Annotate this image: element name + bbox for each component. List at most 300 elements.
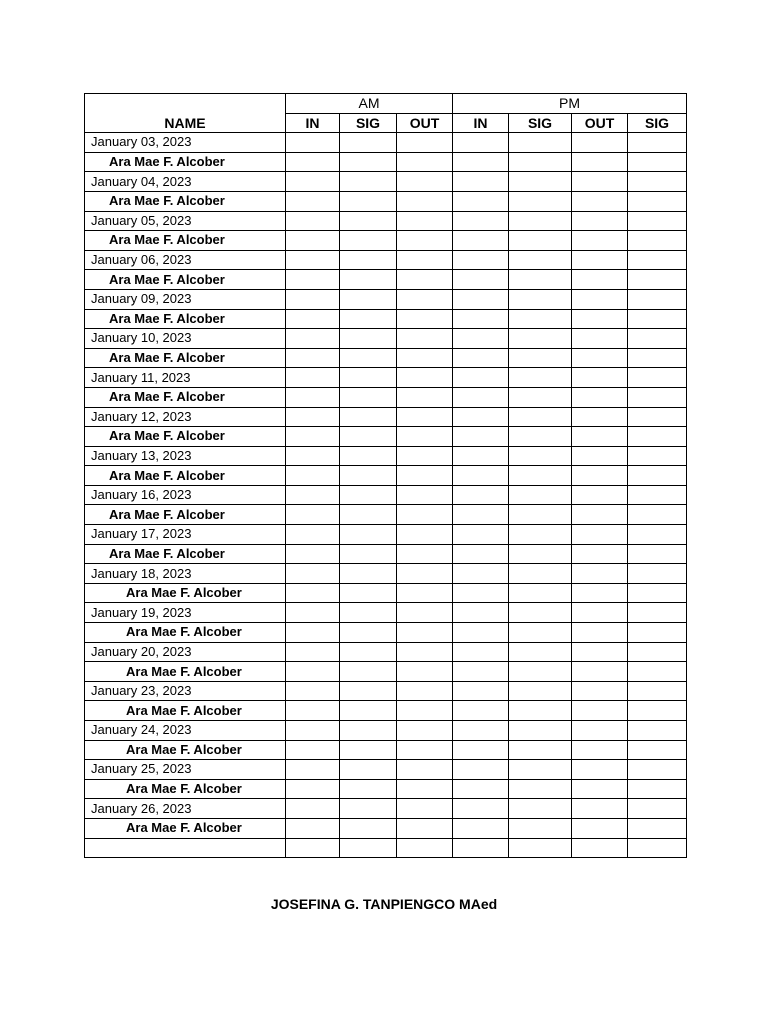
time-entry-cell[interactable] xyxy=(286,701,340,721)
time-entry-cell[interactable] xyxy=(572,818,628,838)
date-row xyxy=(85,407,687,427)
time-entry-cell[interactable] xyxy=(509,838,572,858)
time-entry-cell[interactable] xyxy=(286,642,340,662)
time-entry-cell[interactable] xyxy=(572,427,628,447)
date-label: January 09, 2023 xyxy=(85,289,286,309)
time-entry-cell[interactable] xyxy=(397,838,453,858)
time-entry-cell[interactable] xyxy=(340,446,397,466)
time-entry-cell[interactable] xyxy=(572,564,628,584)
employee-name: Ara Mae F. Alcober xyxy=(85,231,286,251)
time-entry-cell[interactable] xyxy=(509,564,572,584)
date-label: January 20, 2023 xyxy=(85,642,286,662)
time-entry-cell[interactable] xyxy=(572,838,628,858)
time-entry-cell[interactable] xyxy=(397,407,453,427)
time-entry-cell[interactable] xyxy=(453,368,509,388)
time-entry-cell[interactable] xyxy=(628,329,687,349)
employee-name: Ara Mae F. Alcober xyxy=(85,270,286,290)
time-entry-cell[interactable] xyxy=(572,172,628,192)
time-entry-cell[interactable] xyxy=(286,348,340,368)
date-row xyxy=(85,211,687,231)
time-entry-cell[interactable] xyxy=(509,152,572,172)
time-entry-cell[interactable] xyxy=(509,623,572,643)
time-entry-cell[interactable] xyxy=(628,544,687,564)
time-entry-cell[interactable] xyxy=(628,446,687,466)
time-entry-cell[interactable] xyxy=(572,760,628,780)
date-label: January 23, 2023 xyxy=(85,681,286,701)
time-entry-cell[interactable] xyxy=(509,172,572,192)
employee-name: Ara Mae F. Alcober xyxy=(85,427,286,447)
time-entry-cell[interactable] xyxy=(509,270,572,290)
date-label: January 18, 2023 xyxy=(85,564,286,584)
time-entry-cell[interactable] xyxy=(509,387,572,407)
time-entry-cell[interactable] xyxy=(453,231,509,251)
time-entry-cell[interactable] xyxy=(286,289,340,309)
time-entry-cell[interactable] xyxy=(509,309,572,329)
time-entry-cell[interactable] xyxy=(397,270,453,290)
time-entry-cell[interactable] xyxy=(286,309,340,329)
time-entry-cell[interactable] xyxy=(572,603,628,623)
time-entry-cell[interactable] xyxy=(628,485,687,505)
time-entry-cell[interactable] xyxy=(509,231,572,251)
time-entry-cell[interactable] xyxy=(509,250,572,270)
time-entry-cell[interactable] xyxy=(397,387,453,407)
date-row xyxy=(85,485,687,505)
time-entry-cell[interactable] xyxy=(453,348,509,368)
time-entry-cell[interactable] xyxy=(509,701,572,721)
date-label: January 13, 2023 xyxy=(85,446,286,466)
time-entry-cell[interactable] xyxy=(572,133,628,153)
am-out-header: OUT xyxy=(397,113,453,133)
time-entry-cell[interactable] xyxy=(453,701,509,721)
time-entry-cell[interactable] xyxy=(340,760,397,780)
time-entry-cell[interactable] xyxy=(572,446,628,466)
time-entry-cell[interactable] xyxy=(397,701,453,721)
time-entry-cell[interactable] xyxy=(453,270,509,290)
time-entry-cell[interactable] xyxy=(397,642,453,662)
time-entry-cell[interactable] xyxy=(628,133,687,153)
time-entry-cell[interactable] xyxy=(572,642,628,662)
time-entry-cell[interactable] xyxy=(397,779,453,799)
time-entry-cell[interactable] xyxy=(628,191,687,211)
time-entry-cell[interactable] xyxy=(628,250,687,270)
time-entry-cell[interactable] xyxy=(453,485,509,505)
time-entry-cell[interactable] xyxy=(453,740,509,760)
time-entry-cell[interactable] xyxy=(628,505,687,525)
time-entry-cell[interactable] xyxy=(572,701,628,721)
time-entry-cell[interactable] xyxy=(509,662,572,682)
time-entry-cell[interactable] xyxy=(286,681,340,701)
time-entry-cell[interactable] xyxy=(340,505,397,525)
pm-in-header: IN xyxy=(453,113,509,133)
time-entry-cell[interactable] xyxy=(628,152,687,172)
time-entry-cell[interactable] xyxy=(572,368,628,388)
time-entry-cell[interactable] xyxy=(286,505,340,525)
time-entry-cell[interactable] xyxy=(397,760,453,780)
time-entry-cell[interactable] xyxy=(509,642,572,662)
time-entry-cell[interactable] xyxy=(340,721,397,741)
employee-row xyxy=(85,662,687,682)
time-entry-cell[interactable] xyxy=(453,505,509,525)
time-entry-cell[interactable] xyxy=(286,172,340,192)
time-entry-cell[interactable] xyxy=(340,485,397,505)
time-entry-cell[interactable] xyxy=(340,270,397,290)
time-entry-cell[interactable] xyxy=(286,250,340,270)
time-entry-cell[interactable] xyxy=(286,779,340,799)
time-entry-cell[interactable] xyxy=(397,250,453,270)
time-entry-cell[interactable] xyxy=(453,721,509,741)
time-entry-cell[interactable] xyxy=(572,779,628,799)
time-entry-cell[interactable] xyxy=(628,525,687,545)
employee-row xyxy=(85,701,687,721)
time-entry-cell[interactable] xyxy=(628,583,687,603)
date-row xyxy=(85,289,687,309)
time-entry-cell[interactable] xyxy=(453,564,509,584)
time-entry-cell[interactable] xyxy=(628,427,687,447)
time-entry-cell[interactable] xyxy=(397,564,453,584)
time-entry-cell[interactable] xyxy=(340,211,397,231)
time-entry-cell[interactable] xyxy=(628,721,687,741)
time-entry-cell[interactable] xyxy=(453,446,509,466)
time-entry-cell[interactable] xyxy=(340,623,397,643)
time-entry-cell[interactable] xyxy=(340,250,397,270)
time-entry-cell[interactable] xyxy=(286,485,340,505)
time-entry-cell[interactable] xyxy=(286,211,340,231)
time-entry-cell[interactable] xyxy=(628,231,687,251)
employee-name: Ara Mae F. Alcober xyxy=(85,818,286,838)
time-entry-cell[interactable] xyxy=(628,760,687,780)
time-entry-cell[interactable] xyxy=(397,505,453,525)
time-entry-cell[interactable] xyxy=(509,446,572,466)
time-entry-cell[interactable] xyxy=(628,211,687,231)
time-entry-cell[interactable] xyxy=(572,583,628,603)
time-entry-cell[interactable] xyxy=(572,740,628,760)
time-entry-cell[interactable] xyxy=(453,466,509,486)
time-entry-cell[interactable] xyxy=(509,191,572,211)
time-entry-cell[interactable] xyxy=(628,799,687,819)
time-entry-cell[interactable] xyxy=(572,721,628,741)
time-entry-cell[interactable] xyxy=(628,289,687,309)
time-entry-cell[interactable] xyxy=(628,642,687,662)
name-header-label: NAME xyxy=(164,115,206,132)
time-entry-cell[interactable] xyxy=(453,250,509,270)
date-label: January 17, 2023 xyxy=(85,525,286,545)
time-entry-cell[interactable] xyxy=(628,681,687,701)
pm-sig-header: SIG xyxy=(509,113,572,133)
employee-name: Ara Mae F. Alcober xyxy=(85,387,286,407)
time-entry-cell[interactable] xyxy=(397,721,453,741)
blank-name-cell[interactable] xyxy=(85,838,286,858)
time-entry-cell[interactable] xyxy=(286,387,340,407)
time-entry-cell[interactable] xyxy=(286,564,340,584)
time-entry-cell[interactable] xyxy=(397,466,453,486)
time-entry-cell[interactable] xyxy=(453,779,509,799)
time-entry-cell[interactable] xyxy=(340,368,397,388)
time-entry-cell[interactable] xyxy=(340,172,397,192)
time-entry-cell[interactable] xyxy=(286,231,340,251)
time-entry-cell[interactable] xyxy=(628,603,687,623)
time-entry-cell[interactable] xyxy=(286,152,340,172)
time-entry-cell[interactable] xyxy=(340,348,397,368)
employee-name: Ara Mae F. Alcober xyxy=(85,505,286,525)
time-entry-cell[interactable] xyxy=(453,427,509,447)
time-entry-cell[interactable] xyxy=(340,681,397,701)
time-entry-cell[interactable] xyxy=(628,701,687,721)
time-entry-cell[interactable] xyxy=(340,779,397,799)
time-entry-cell[interactable] xyxy=(340,583,397,603)
time-entry-cell[interactable] xyxy=(286,407,340,427)
time-entry-cell[interactable] xyxy=(509,740,572,760)
employee-row xyxy=(85,623,687,643)
time-entry-cell[interactable] xyxy=(340,387,397,407)
employee-name: Ara Mae F. Alcober xyxy=(85,348,286,368)
time-entry-cell[interactable] xyxy=(397,309,453,329)
time-entry-cell[interactable] xyxy=(286,623,340,643)
time-entry-cell[interactable] xyxy=(397,681,453,701)
time-entry-cell[interactable] xyxy=(286,368,340,388)
time-entry-cell[interactable] xyxy=(453,544,509,564)
time-entry-cell[interactable] xyxy=(397,583,453,603)
time-entry-cell[interactable] xyxy=(340,427,397,447)
time-entry-cell[interactable] xyxy=(286,427,340,447)
time-entry-cell[interactable] xyxy=(572,681,628,701)
time-entry-cell[interactable] xyxy=(453,838,509,858)
time-entry-cell[interactable] xyxy=(453,289,509,309)
pm-group-header: PM xyxy=(453,94,687,114)
time-entry-cell[interactable] xyxy=(340,407,397,427)
time-entry-cell[interactable] xyxy=(572,505,628,525)
time-entry-cell[interactable] xyxy=(397,231,453,251)
time-entry-cell[interactable] xyxy=(453,329,509,349)
time-entry-cell[interactable] xyxy=(397,133,453,153)
time-entry-cell[interactable] xyxy=(509,544,572,564)
time-entry-cell[interactable] xyxy=(509,133,572,153)
pm-out-header: OUT xyxy=(572,113,628,133)
time-entry-cell[interactable] xyxy=(453,172,509,192)
time-entry-cell[interactable] xyxy=(286,525,340,545)
time-entry-cell[interactable] xyxy=(509,799,572,819)
time-entry-cell[interactable] xyxy=(397,191,453,211)
time-entry-cell[interactable] xyxy=(340,642,397,662)
time-entry-cell[interactable] xyxy=(572,407,628,427)
time-entry-cell[interactable] xyxy=(397,603,453,623)
time-entry-cell[interactable] xyxy=(509,407,572,427)
time-entry-cell[interactable] xyxy=(397,446,453,466)
time-entry-cell[interactable] xyxy=(286,191,340,211)
time-entry-cell[interactable] xyxy=(397,348,453,368)
time-entry-cell[interactable] xyxy=(340,152,397,172)
time-entry-cell[interactable] xyxy=(453,387,509,407)
attendance-sheet xyxy=(84,93,687,858)
am-group-header: AM xyxy=(286,94,453,114)
employee-row xyxy=(85,466,687,486)
time-entry-cell[interactable] xyxy=(572,662,628,682)
time-entry-cell[interactable] xyxy=(286,740,340,760)
date-label: January 24, 2023 xyxy=(85,721,286,741)
time-entry-cell[interactable] xyxy=(340,603,397,623)
time-entry-cell[interactable] xyxy=(453,407,509,427)
time-entry-cell[interactable] xyxy=(628,348,687,368)
time-entry-cell[interactable] xyxy=(286,544,340,564)
time-entry-cell[interactable] xyxy=(572,466,628,486)
time-entry-cell[interactable] xyxy=(453,191,509,211)
time-entry-cell[interactable] xyxy=(340,662,397,682)
time-entry-cell[interactable] xyxy=(509,427,572,447)
time-entry-cell[interactable] xyxy=(628,466,687,486)
time-entry-cell[interactable] xyxy=(397,368,453,388)
time-entry-cell[interactable] xyxy=(572,485,628,505)
time-entry-cell[interactable] xyxy=(397,427,453,447)
time-entry-cell[interactable] xyxy=(340,818,397,838)
time-entry-cell[interactable] xyxy=(572,211,628,231)
time-entry-cell[interactable] xyxy=(397,211,453,231)
time-entry-cell[interactable] xyxy=(509,368,572,388)
time-entry-cell[interactable] xyxy=(572,329,628,349)
time-entry-cell[interactable] xyxy=(340,838,397,858)
time-entry-cell[interactable] xyxy=(397,818,453,838)
time-entry-cell[interactable] xyxy=(572,544,628,564)
time-entry-cell[interactable] xyxy=(509,485,572,505)
time-entry-cell[interactable] xyxy=(340,799,397,819)
employee-row xyxy=(85,191,687,211)
time-entry-cell[interactable] xyxy=(286,662,340,682)
time-entry-cell[interactable] xyxy=(340,544,397,564)
time-entry-cell[interactable] xyxy=(572,623,628,643)
time-entry-cell[interactable] xyxy=(628,818,687,838)
time-entry-cell[interactable] xyxy=(340,740,397,760)
time-entry-cell[interactable] xyxy=(397,662,453,682)
time-entry-cell[interactable] xyxy=(453,681,509,701)
time-entry-cell[interactable] xyxy=(628,270,687,290)
time-entry-cell[interactable] xyxy=(572,799,628,819)
time-entry-cell[interactable] xyxy=(572,231,628,251)
time-entry-cell[interactable] xyxy=(628,838,687,858)
time-entry-cell[interactable] xyxy=(340,701,397,721)
time-entry-cell[interactable] xyxy=(509,603,572,623)
time-entry-cell[interactable] xyxy=(340,289,397,309)
time-entry-cell[interactable] xyxy=(453,152,509,172)
time-entry-cell[interactable] xyxy=(453,623,509,643)
time-entry-cell[interactable] xyxy=(397,289,453,309)
time-entry-cell[interactable] xyxy=(509,348,572,368)
time-entry-cell[interactable] xyxy=(340,329,397,349)
time-entry-cell[interactable] xyxy=(340,564,397,584)
date-row xyxy=(85,250,687,270)
time-entry-cell[interactable] xyxy=(397,329,453,349)
date-row xyxy=(85,642,687,662)
time-entry-cell[interactable] xyxy=(628,387,687,407)
time-entry-cell[interactable] xyxy=(572,387,628,407)
time-entry-cell[interactable] xyxy=(286,133,340,153)
employee-row xyxy=(85,309,687,329)
pm-sig2-header: SIG xyxy=(628,113,687,133)
time-entry-cell[interactable] xyxy=(572,191,628,211)
time-entry-cell[interactable] xyxy=(453,309,509,329)
time-entry-cell[interactable] xyxy=(286,838,340,858)
time-entry-cell[interactable] xyxy=(628,662,687,682)
time-entry-cell[interactable] xyxy=(628,623,687,643)
time-entry-cell[interactable] xyxy=(453,603,509,623)
time-entry-cell[interactable] xyxy=(572,152,628,172)
employee-name: Ara Mae F. Alcober xyxy=(85,544,286,564)
time-entry-cell[interactable] xyxy=(397,799,453,819)
time-entry-cell[interactable] xyxy=(509,466,572,486)
time-entry-cell[interactable] xyxy=(572,525,628,545)
time-entry-cell[interactable] xyxy=(453,760,509,780)
time-entry-cell[interactable] xyxy=(628,564,687,584)
time-entry-cell[interactable] xyxy=(397,485,453,505)
time-entry-cell[interactable] xyxy=(286,799,340,819)
time-entry-cell[interactable] xyxy=(572,348,628,368)
time-entry-cell[interactable] xyxy=(286,466,340,486)
time-entry-cell[interactable] xyxy=(340,231,397,251)
time-entry-cell[interactable] xyxy=(453,133,509,153)
time-entry-cell[interactable] xyxy=(628,368,687,388)
time-entry-cell[interactable] xyxy=(286,329,340,349)
time-entry-cell[interactable] xyxy=(397,172,453,192)
time-entry-cell[interactable] xyxy=(286,818,340,838)
time-entry-cell[interactable] xyxy=(397,525,453,545)
time-entry-cell[interactable] xyxy=(628,740,687,760)
time-entry-cell[interactable] xyxy=(628,407,687,427)
time-entry-cell[interactable] xyxy=(286,760,340,780)
time-entry-cell[interactable] xyxy=(453,583,509,603)
time-entry-cell[interactable] xyxy=(509,289,572,309)
time-entry-cell[interactable] xyxy=(572,309,628,329)
time-entry-cell[interactable] xyxy=(509,329,572,349)
time-entry-cell[interactable] xyxy=(453,525,509,545)
time-entry-cell[interactable] xyxy=(509,211,572,231)
time-entry-cell[interactable] xyxy=(509,505,572,525)
time-entry-cell[interactable] xyxy=(509,583,572,603)
time-entry-cell[interactable] xyxy=(453,799,509,819)
time-entry-cell[interactable] xyxy=(286,603,340,623)
time-entry-cell[interactable] xyxy=(340,133,397,153)
time-entry-cell[interactable] xyxy=(397,740,453,760)
time-entry-cell[interactable] xyxy=(509,721,572,741)
date-row xyxy=(85,799,687,819)
time-entry-cell[interactable] xyxy=(286,446,340,466)
time-entry-cell[interactable] xyxy=(453,818,509,838)
time-entry-cell[interactable] xyxy=(397,152,453,172)
time-entry-cell[interactable] xyxy=(453,642,509,662)
time-entry-cell[interactable] xyxy=(509,525,572,545)
time-entry-cell[interactable] xyxy=(397,623,453,643)
time-entry-cell[interactable] xyxy=(572,270,628,290)
time-entry-cell[interactable] xyxy=(572,250,628,270)
time-entry-cell[interactable] xyxy=(340,525,397,545)
time-entry-cell[interactable] xyxy=(628,172,687,192)
time-entry-cell[interactable] xyxy=(572,289,628,309)
time-entry-cell[interactable] xyxy=(509,760,572,780)
time-entry-cell[interactable] xyxy=(628,779,687,799)
time-entry-cell[interactable] xyxy=(628,309,687,329)
time-entry-cell[interactable] xyxy=(340,191,397,211)
time-entry-cell[interactable] xyxy=(286,270,340,290)
time-entry-cell[interactable] xyxy=(340,466,397,486)
employee-name: Ara Mae F. Alcober xyxy=(85,662,286,682)
time-entry-cell[interactable] xyxy=(286,583,340,603)
time-entry-cell[interactable] xyxy=(286,721,340,741)
time-entry-cell[interactable] xyxy=(453,662,509,682)
time-entry-cell[interactable] xyxy=(509,681,572,701)
time-entry-cell[interactable] xyxy=(509,818,572,838)
date-row xyxy=(85,329,687,349)
date-label: January 16, 2023 xyxy=(85,485,286,505)
time-entry-cell[interactable] xyxy=(340,309,397,329)
time-entry-cell[interactable] xyxy=(509,779,572,799)
time-entry-cell[interactable] xyxy=(453,211,509,231)
time-entry-cell[interactable] xyxy=(397,544,453,564)
